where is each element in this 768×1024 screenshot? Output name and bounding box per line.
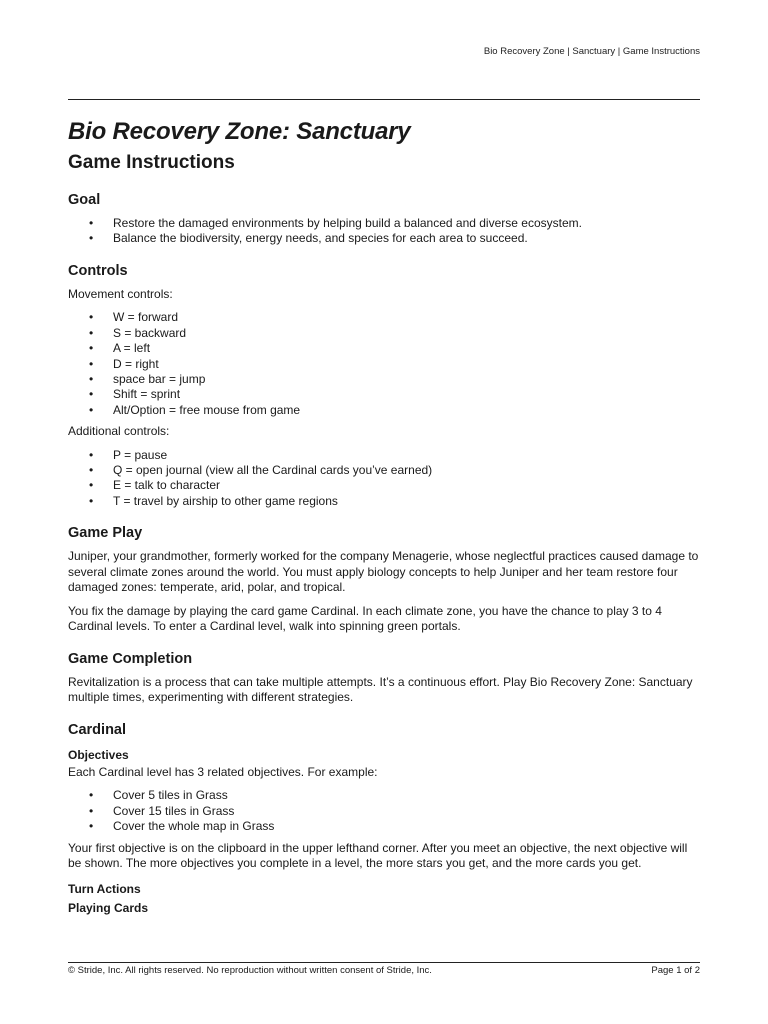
- game-play-paragraph: Juniper, your grandmother, formerly worked for the company Menagerie, whose neglectful practices caused damage to several climate zones around the world. You must apply biology concepts to help Juniper and her team restore four damaged zones: temperate, arid, polar, and tropical.: [68, 549, 699, 595]
- list-item: • S = backward: [68, 326, 700, 341]
- subheading-objectives: Objectives: [68, 747, 129, 762]
- game-completion-paragraph: Revitalization is a process that can take multiple attempts. It’s a continuous effort. Play Bio Recovery Zone: Sanctuary multiple times, experimenting with different strategies.: [68, 674, 693, 705]
- list-item: • Cover the whole map in Grass: [68, 819, 700, 834]
- list-item: • Restore the damaged environments by helping build a balanced and diverse ecosystem.: [68, 216, 700, 231]
- list-item: • A = left: [68, 341, 700, 356]
- document-subtitle: Game Instructions: [68, 152, 235, 173]
- header-divider: [68, 99, 700, 100]
- section-heading-cardinal: Cardinal: [68, 721, 127, 738]
- section-heading-goal: Goal: [68, 192, 101, 208]
- additional-controls-label: Additional controls:: [68, 424, 170, 439]
- list-item: • Cover 15 tiles in Grass: [68, 804, 700, 819]
- list-item: • Shift = sprint: [68, 387, 700, 402]
- movement-controls-list: [68, 310, 700, 418]
- list-item: • P = pause: [68, 448, 700, 463]
- objectives-list: [68, 788, 700, 834]
- subheading-turn-actions: Turn Actions: [68, 881, 141, 896]
- list-item: • E = talk to character: [68, 478, 700, 493]
- document-body: [68, 116, 700, 918]
- list-item: • D = right: [68, 357, 700, 372]
- list-item: • W = forward: [68, 310, 700, 325]
- page-number: Page 1 of 2: [651, 965, 700, 976]
- list-item: • Alt/Option = free mouse from game: [68, 403, 700, 418]
- list-item: • Cover 5 tiles in Grass: [68, 788, 700, 803]
- running-header: Bio Recovery Zone | Sanctuary | Game Instructions: [483, 46, 700, 57]
- list-item: • space bar = jump: [68, 372, 700, 387]
- list-item: • Balance the biodiversity, energy needs, and species for each area to succeed.: [68, 231, 700, 246]
- goal-list: [68, 216, 700, 247]
- section-heading-game-play: Game Play: [68, 525, 143, 542]
- game-play-paragraph: You fix the damage by playing the card game Cardinal. In each climate zone, you have the chance to play 3 to 4 Cardinal levels. To enter a Cardinal level, walk into spinning green portals.: [68, 603, 662, 634]
- objectives-paragraph: Your first objective is on the clipboard in the upper lefthand corner. After you meet an objective, the next objective will be shown. The more objectives you complete in a level, the more stars you get, and the more cards you get.: [68, 840, 688, 870]
- section-heading-controls: Controls: [68, 262, 128, 279]
- list-item: • T = travel by airship to other game regions: [68, 494, 700, 509]
- document-page: [68, 0, 700, 1024]
- section-heading-game-completion: Game Completion: [68, 650, 193, 667]
- list-item: • Q = open journal (view all the Cardinal cards you’ve earned): [68, 463, 700, 478]
- subheading-playing-cards: Playing Cards: [68, 900, 149, 915]
- objectives-intro: Each Cardinal level has 3 related objectives. For example:: [68, 764, 378, 779]
- footer-copyright: © Stride, Inc. All rights reserved. No reproduction without written consent of Stride, Inc.: [68, 965, 432, 976]
- document-title: Bio Recovery Zone: Sanctuary: [68, 118, 411, 145]
- additional-controls-list: [68, 448, 700, 510]
- footer-divider: [68, 962, 700, 963]
- movement-controls-label: Movement controls:: [68, 286, 173, 301]
